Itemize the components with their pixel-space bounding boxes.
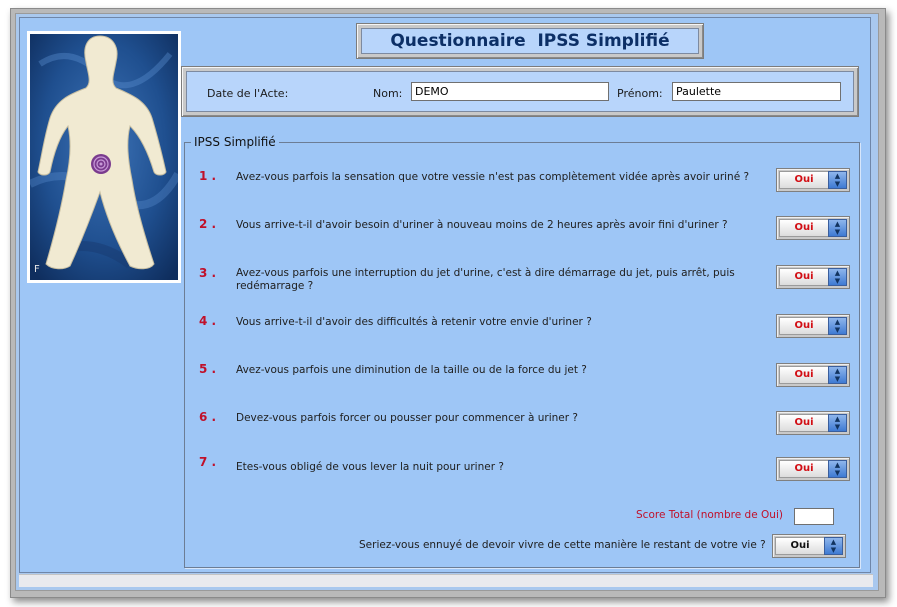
answer-value: Oui xyxy=(779,171,828,189)
question-number: 1 . xyxy=(199,169,217,183)
up-down-arrows-icon: ▲ ▼ xyxy=(828,414,847,432)
up-down-arrows-icon: ▲ ▼ xyxy=(828,317,847,335)
question-number: 7 . xyxy=(199,455,217,469)
up-down-arrows-icon: ▲ ▼ xyxy=(828,460,847,478)
prenom-label: Prénom: xyxy=(617,87,663,100)
question-text: Avez-vous parfois une diminution de la taille ou de la force du jet ? xyxy=(236,364,587,376)
answer-value: Oui xyxy=(779,317,828,335)
answer-select[interactable] xyxy=(776,411,850,435)
answer-value: Oui xyxy=(779,219,828,237)
answer-select[interactable] xyxy=(776,216,850,240)
up-down-arrows-icon: ▲ ▼ xyxy=(828,366,847,384)
date-label: Date de l'Acte: xyxy=(207,87,289,100)
question-text: Vous arrive-t-il d'avoir besoin d'uriner à nouveau moins de 2 heures après avoir fini d'uriner ? xyxy=(236,219,728,231)
bottom-strip xyxy=(19,574,873,587)
answer-value: Oui xyxy=(779,366,828,384)
up-down-arrows-icon: ▲ ▼ xyxy=(828,171,847,189)
up-down-arrows-icon: ▲ ▼ xyxy=(828,268,847,286)
up-down-arrows-icon: ▲ ▼ xyxy=(824,537,843,555)
question-text: Devez-vous parfois forcer ou pousser pour commencer à uriner ? xyxy=(236,412,578,424)
answer-value: Oui xyxy=(779,460,828,478)
question-number: 2 . xyxy=(199,217,217,231)
up-down-arrows-icon: ▲ ▼ xyxy=(828,219,847,237)
question-number: 3 . xyxy=(199,266,217,280)
score-total-input[interactable] xyxy=(794,508,834,525)
question-text: Vous arrive-t-il d'avoir des difficultés à retenir votre envie d'uriner ? xyxy=(236,316,592,328)
prenom-input[interactable]: Paulette xyxy=(672,82,841,101)
nom-label: Nom: xyxy=(373,87,403,100)
ipss-section xyxy=(184,135,860,568)
answer-select[interactable] xyxy=(776,314,850,338)
window-frame xyxy=(15,13,879,591)
nom-input[interactable]: DEMO xyxy=(411,82,609,101)
final-question-text: Seriez-vous ennuyé de devoir vivre de cette manière le restant de votre vie ? xyxy=(359,539,766,551)
answer-select[interactable] xyxy=(776,168,850,192)
identity-panel xyxy=(186,71,854,112)
answer-value: Oui xyxy=(779,268,828,286)
human-figure-illustration xyxy=(27,31,181,283)
question-number: 6 . xyxy=(199,410,217,424)
app-window xyxy=(10,8,886,598)
question-number: 5 . xyxy=(199,362,217,376)
question-text: Etes-vous obligé de vous lever la nuit pour uriner ? xyxy=(236,461,504,473)
answer-select[interactable] xyxy=(776,457,850,481)
form-panel xyxy=(19,17,871,573)
question-number: 4 . xyxy=(199,314,217,328)
final-answer-select[interactable] xyxy=(772,534,846,558)
score-label: Score Total (nombre de Oui) xyxy=(636,509,783,521)
title-box xyxy=(356,23,704,59)
page-title: Questionnaire IPSS Simplifié xyxy=(361,28,699,54)
identity-box xyxy=(181,66,859,117)
question-text: Avez-vous parfois la sensation que votre vessie n'est pas complètement vidée après avoir uriné ? xyxy=(236,171,750,183)
final-answer-value: Oui xyxy=(775,537,824,555)
section-title: IPSS Simplifié xyxy=(191,134,279,150)
answer-select[interactable] xyxy=(776,265,850,289)
answer-select[interactable] xyxy=(776,363,850,387)
answer-value: Oui xyxy=(779,414,828,432)
question-text: Avez-vous parfois une interruption du jet d'urine, c'est à dire démarrage du jet, puis arrêt, puis redémarrage ? xyxy=(236,267,735,292)
svg-text:F: F xyxy=(34,264,40,275)
